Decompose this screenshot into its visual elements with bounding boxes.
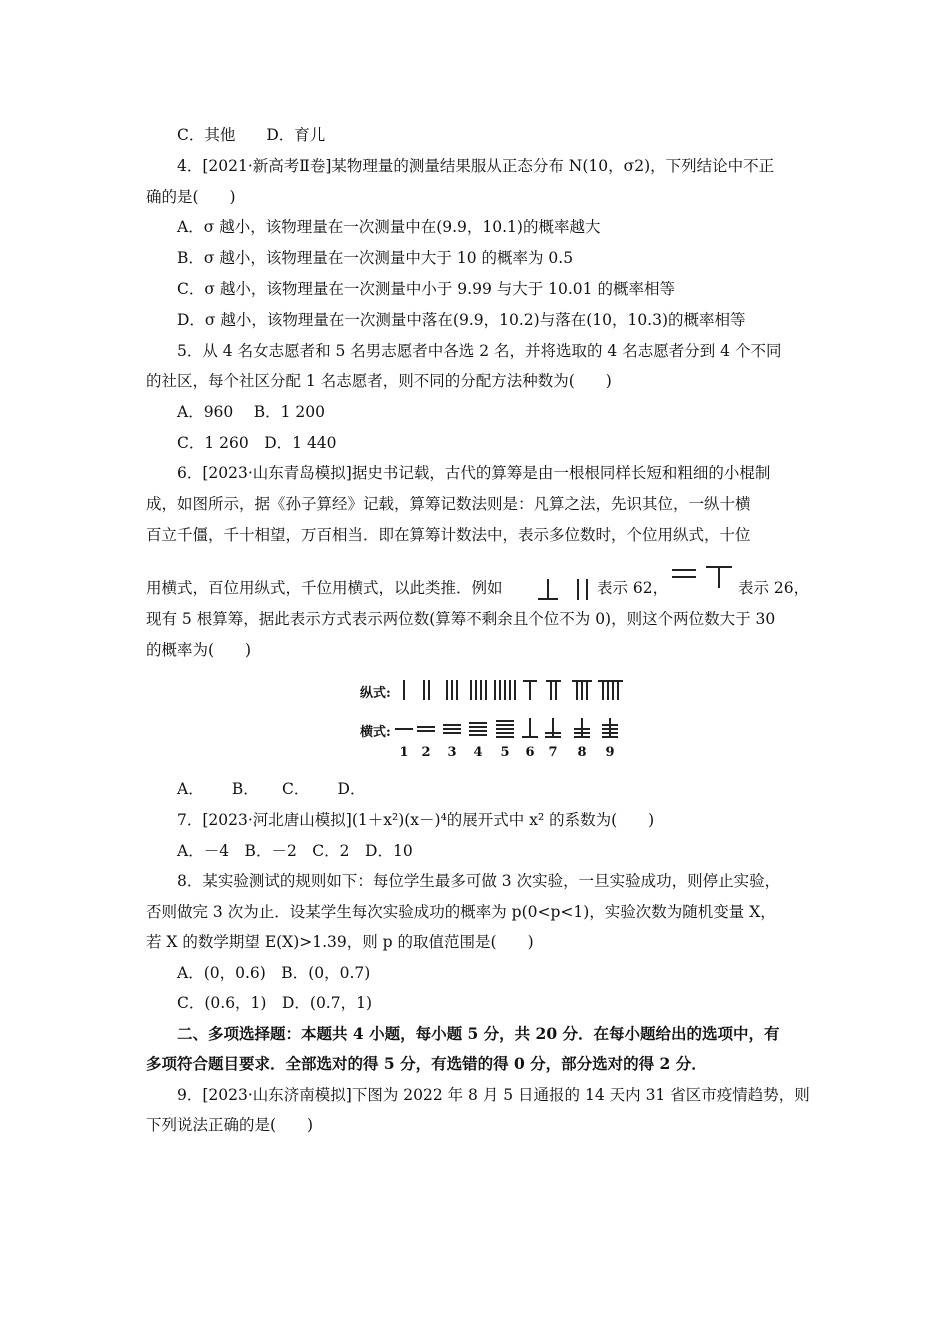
section-2-heading-1: 二、多项选择题：本题共 4 小题，每小题 5 分，共 20 分．在每小题给出的选项中，有 bbox=[177, 1024, 780, 1043]
q8-stem-1: 8．某实验测试的规则如下：每位学生最多可做 3 次实验，一旦实验成功，则停止实验， bbox=[177, 872, 781, 890]
horizontal-rod-2 bbox=[417, 730, 435, 732]
horizontal-rod-7 bbox=[545, 732, 561, 734]
q5-options-ab: A．960 B．1 200 bbox=[177, 403, 325, 421]
horizontal-rod-4 bbox=[469, 730, 487, 732]
rod-number-label: 3 bbox=[447, 745, 457, 760]
q6-stem-3: 百立千僵，千十相望，万百相当．即在算筹计数法中，表示多位数时，个位用纵式，十位 bbox=[146, 526, 751, 544]
horizontal-rod-4 bbox=[469, 726, 487, 728]
vertical-form-label: 纵式: bbox=[360, 686, 391, 701]
horizontal-rod-2 bbox=[417, 726, 435, 728]
horizontal-rod-1 bbox=[395, 728, 413, 730]
horizontal-rod-5 bbox=[496, 736, 514, 738]
q6-stem-2: 成，如图所示，据《孙子算经》记载，算筹记数法则是：凡算之法，先识其位，一纵十横 bbox=[146, 495, 751, 513]
rod-number-label: 2 bbox=[421, 745, 431, 760]
rod-number-label: 8 bbox=[577, 745, 587, 760]
horizontal-rod-9 bbox=[602, 736, 618, 738]
q7-options: A．－4 B．－2 C．2 D．10 bbox=[177, 842, 413, 860]
q6-example-26-text: 表示 26， bbox=[738, 579, 810, 597]
horizontal-rod-8 bbox=[574, 728, 590, 730]
q5-stem-1: 5．从 4 名女志愿者和 5 名男志愿者中各选 2 名，并将选取的 4 名志愿者分到 4 个不同 bbox=[177, 342, 782, 360]
vertical-rod-8 bbox=[581, 680, 583, 700]
q9-stem-1: 9．[2023·山东济南模拟]下图为 2022 年 8 月 5 日通报的 14 天内 31 省区市疫情趋势，则 bbox=[177, 1086, 810, 1104]
q6-stem-1: 6．[2023·山东青岛模拟]据史书记载，古代的算筹是由一根根同样长短和粗细的小棍制 bbox=[177, 464, 771, 482]
q4-stem-2: 确的是( ) bbox=[146, 188, 236, 206]
horizontal-rod-6 bbox=[522, 736, 538, 738]
horizontal-rod-5 bbox=[496, 724, 514, 726]
vertical-rod-7 bbox=[550, 680, 552, 700]
vertical-rod-1 bbox=[403, 680, 405, 700]
vertical-rod-4 bbox=[470, 680, 472, 700]
horizontal-rod-7 bbox=[552, 718, 554, 737]
q8-options-cd: C．(0.6，1) D．(0.7，1) bbox=[177, 994, 372, 1012]
horizontal-rod-5 bbox=[496, 720, 514, 722]
vertical-rod-9 bbox=[612, 680, 614, 700]
q8-stem-2: 否则做完 3 次为止．设某学生每次实验成功的概率为 p(0<p<1)，实验次数为随机变量 X， bbox=[146, 903, 776, 921]
q9-stem-2: 下列说法正确的是( ) bbox=[146, 1116, 314, 1134]
vertical-rod-2 bbox=[428, 680, 430, 700]
q6-stem-5: 现有 5 根算筹，据此表示方式表示两位数(算筹不剩余且个位不为 0)，则这个两位数大于 30 bbox=[146, 610, 776, 628]
vertical-rod-5 bbox=[514, 680, 516, 700]
q6-stem-6: 的概率为( ) bbox=[146, 641, 252, 659]
rod-number-label: 6 bbox=[525, 745, 535, 760]
rod-number-label: 4 bbox=[473, 745, 483, 760]
q5-options-cd: C．1 260 D．1 440 bbox=[177, 434, 337, 452]
vertical-rod-4 bbox=[485, 680, 487, 700]
q4-stem-1: 4．[2021·新高考Ⅱ卷]某物理量的测量结果服从正态分布 N(10，σ2)，下列结论中不正 bbox=[177, 157, 775, 175]
vertical-rod-7 bbox=[555, 680, 557, 700]
rod-number-label: 1 bbox=[399, 745, 409, 760]
vertical-rod-3 bbox=[446, 680, 448, 700]
q7-stem: 7．[2023·河北唐山模拟](1＋x²)(x－)⁴的展开式中 x² 的系数为( ) bbox=[177, 811, 655, 829]
vertical-rod-3 bbox=[451, 680, 453, 700]
q3-options-cd: C．其他 D．育儿 bbox=[177, 126, 326, 144]
q6-options: A． B． C． D． bbox=[177, 780, 366, 798]
vertical-rod-5 bbox=[504, 680, 506, 700]
q8-options-ab: A．(0，0.6) B．(0，0.7) bbox=[177, 964, 371, 982]
rod-number-label: 5 bbox=[500, 745, 510, 760]
horizontal-rod-6 bbox=[529, 718, 531, 737]
horizontal-form-label: 横式: bbox=[360, 725, 391, 740]
q4-option-d: D．σ 越小，该物理量在一次测量中落在(9.9，10.2)与落在(10，10.3)的概率相等 bbox=[177, 311, 746, 329]
section-2-heading-2: 多项符合题目要求．全部选对的得 5 分，有选错的得 0 分，部分选对的得 2 分． bbox=[146, 1054, 707, 1073]
vertical-rod-9 bbox=[607, 680, 609, 700]
q8-stem-3: 若 X 的数学期望 E(X)>1.39，则 p 的取值范围是( ) bbox=[146, 933, 534, 951]
q4-option-b: B．σ 越小，该物理量在一次测量中大于 10 的概率为 0.5 bbox=[177, 249, 574, 267]
rod-number-label: 9 bbox=[605, 745, 615, 760]
horizontal-rod-3 bbox=[443, 732, 461, 734]
horizontal-rod-3 bbox=[443, 728, 461, 730]
vertical-rod-4 bbox=[480, 680, 482, 700]
horizontal-rod-9 bbox=[602, 732, 618, 734]
rod-number-label: 7 bbox=[548, 745, 558, 760]
horizontal-rod-9 bbox=[602, 724, 618, 726]
horizontal-rod-5 bbox=[496, 732, 514, 734]
vertical-rod-3 bbox=[456, 680, 458, 700]
vertical-rod-2 bbox=[423, 680, 425, 700]
vertical-rod-9 bbox=[602, 680, 604, 700]
horizontal-rod-4 bbox=[469, 734, 487, 736]
vertical-rod-8 bbox=[586, 680, 588, 700]
vertical-rod-6 bbox=[529, 680, 531, 700]
horizontal-rod-3 bbox=[443, 724, 461, 726]
horizontal-rod-7 bbox=[545, 736, 561, 738]
vertical-rod-5 bbox=[499, 680, 501, 700]
vertical-rod-4 bbox=[475, 680, 477, 700]
vertical-rod-5 bbox=[509, 680, 511, 700]
q6-stem-4: 用横式，百位用纵式，千位用横式，以此类推．例如 bbox=[146, 579, 503, 597]
vertical-rod-8 bbox=[576, 680, 578, 700]
horizontal-rod-5 bbox=[496, 728, 514, 730]
horizontal-rod-8 bbox=[574, 732, 590, 734]
q4-option-c: C．σ 越小，该物理量在一次测量中小于 9.99 与大于 10.01 的概率相等 bbox=[177, 280, 675, 298]
vertical-rod-9 bbox=[617, 680, 619, 700]
vertical-rod-5 bbox=[494, 680, 496, 700]
q4-option-a: A．σ 越小，该物理量在一次测量中在(9.9，10.1)的概率越大 bbox=[177, 218, 601, 236]
q6-example-62-text: 表示 62， bbox=[597, 579, 669, 597]
horizontal-rod-4 bbox=[469, 722, 487, 724]
q5-stem-2: 的社区，每个社区分配 1 名志愿者，则不同的分配方法种数为( ) bbox=[146, 372, 612, 390]
vertical-rod-7 bbox=[546, 680, 561, 682]
horizontal-rod-9 bbox=[602, 728, 618, 730]
horizontal-rod-8 bbox=[574, 736, 590, 738]
